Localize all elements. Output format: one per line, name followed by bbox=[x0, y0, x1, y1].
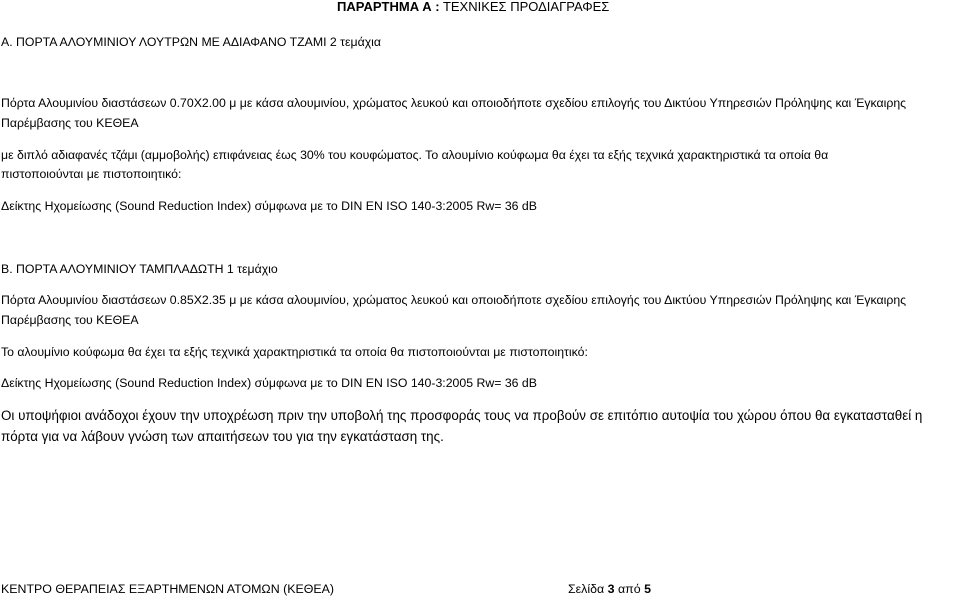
note-line-1: Οι υποψήφιοι ανάδοχοι έχουν την υποχρέωση πριν την υποβολή της προσφοράς τους να προβούν σε επιτόπιο αυτοψία του χώρου όπου θα εγκατασταθεί η bbox=[1, 408, 923, 423]
footer-page-total: 5 bbox=[644, 582, 651, 596]
section-b-title: Β. ΠΟΡΤΑ ΑΛΟΥΜΙΝΙΟΥ ΤΑΜΠΛΑΔΩΤΗ 1 τεμάχιο bbox=[1, 262, 278, 276]
section-a-line-4: πιστοποιούνται με πιστοποιητικό: bbox=[1, 167, 182, 181]
section-a-line-2: Παρέμβασης του ΚΕΘΕΑ bbox=[1, 116, 139, 130]
footer-page-word: Σελίδα bbox=[568, 582, 605, 596]
section-b-line-4: Δείκτης Ηχομείωσης (Sound Reduction Index) σύμφωνα με το DIN EN ISO 140-3:2005 Rw= 36 dB bbox=[1, 376, 537, 390]
section-b-line-2: Παρέμβασης του ΚΕΘΕΑ bbox=[1, 313, 139, 327]
footer-page-number bbox=[568, 582, 651, 597]
section-a-line-3: με διπλό αδιαφανές τζάμι (αμμοβολής) επιφάνειας έως 30% του κουφώματος. Το αλουμίνιο κούφωμα θα έχει τα εξής τεχνικά χαρακτηριστικά τα οποία θα bbox=[1, 148, 829, 162]
footer-organization: ΚΕΝΤΡΟ ΘΕΡΑΠΕΙΑΣ ΕΞΑΡΤΗΜΕΝΩΝ ΑΤΟΜΩΝ (ΚΕΘΕΑ) bbox=[1, 582, 335, 596]
footer-page-of: από bbox=[618, 582, 641, 596]
footer-page-current: 3 bbox=[607, 582, 615, 596]
section-a-line-1: Πόρτα Αλουμινίου διαστάσεων 0.70Χ2.00 μ με κάσα αλουμινίου, χρώματος λευκού και οποιοδήποτε σχεδίου επιλογής του Δικτύου Υπηρεσιών Πρόληψης και Έγκαιρης bbox=[1, 96, 907, 110]
annex-title: ΤΕΧΝΙΚΕΣ ΠΡΟΔΙΑΓΡΑΦΕΣ bbox=[442, 0, 610, 14]
annex-prefix: ΠΑΡΑΡΤΗΜΑ Α : bbox=[337, 0, 440, 14]
section-a-line-5: Δείκτης Ηχομείωσης (Sound Reduction Index) σύμφωνα με το DIN EN ISO 140-3:2005 Rw= 36 dB bbox=[1, 199, 537, 213]
section-b-line-3: Το αλουμίνιο κούφωμα θα έχει τα εξής τεχνικά χαρακτηριστικά τα οποία θα πιστοποιούνται με πιστοποιητικό: bbox=[1, 345, 588, 359]
section-b-line-1: Πόρτα Αλουμινίου διαστάσεων 0.85Χ2.35 μ με κάσα αλουμινίου, χρώματος λευκού και οποιοδήποτε σχεδίου επιλογής του Δικτύου Υπηρεσιών Πρόληψης και Έγκαιρης bbox=[1, 293, 907, 307]
section-a-title: Α. ΠΟΡΤΑ ΑΛΟΥΜΙΝΙΟΥ ΛΟΥΤΡΩΝ ΜΕ ΑΔΙΑΦΑΝΟ ΤΖΑΜΙ 2 τεμάχια bbox=[1, 35, 381, 49]
annex-heading bbox=[337, 0, 609, 15]
note-line-2: πόρτα για να λάβουν γνώση των απαιτήσεων του για την εγκατάσταση της. bbox=[1, 429, 444, 444]
